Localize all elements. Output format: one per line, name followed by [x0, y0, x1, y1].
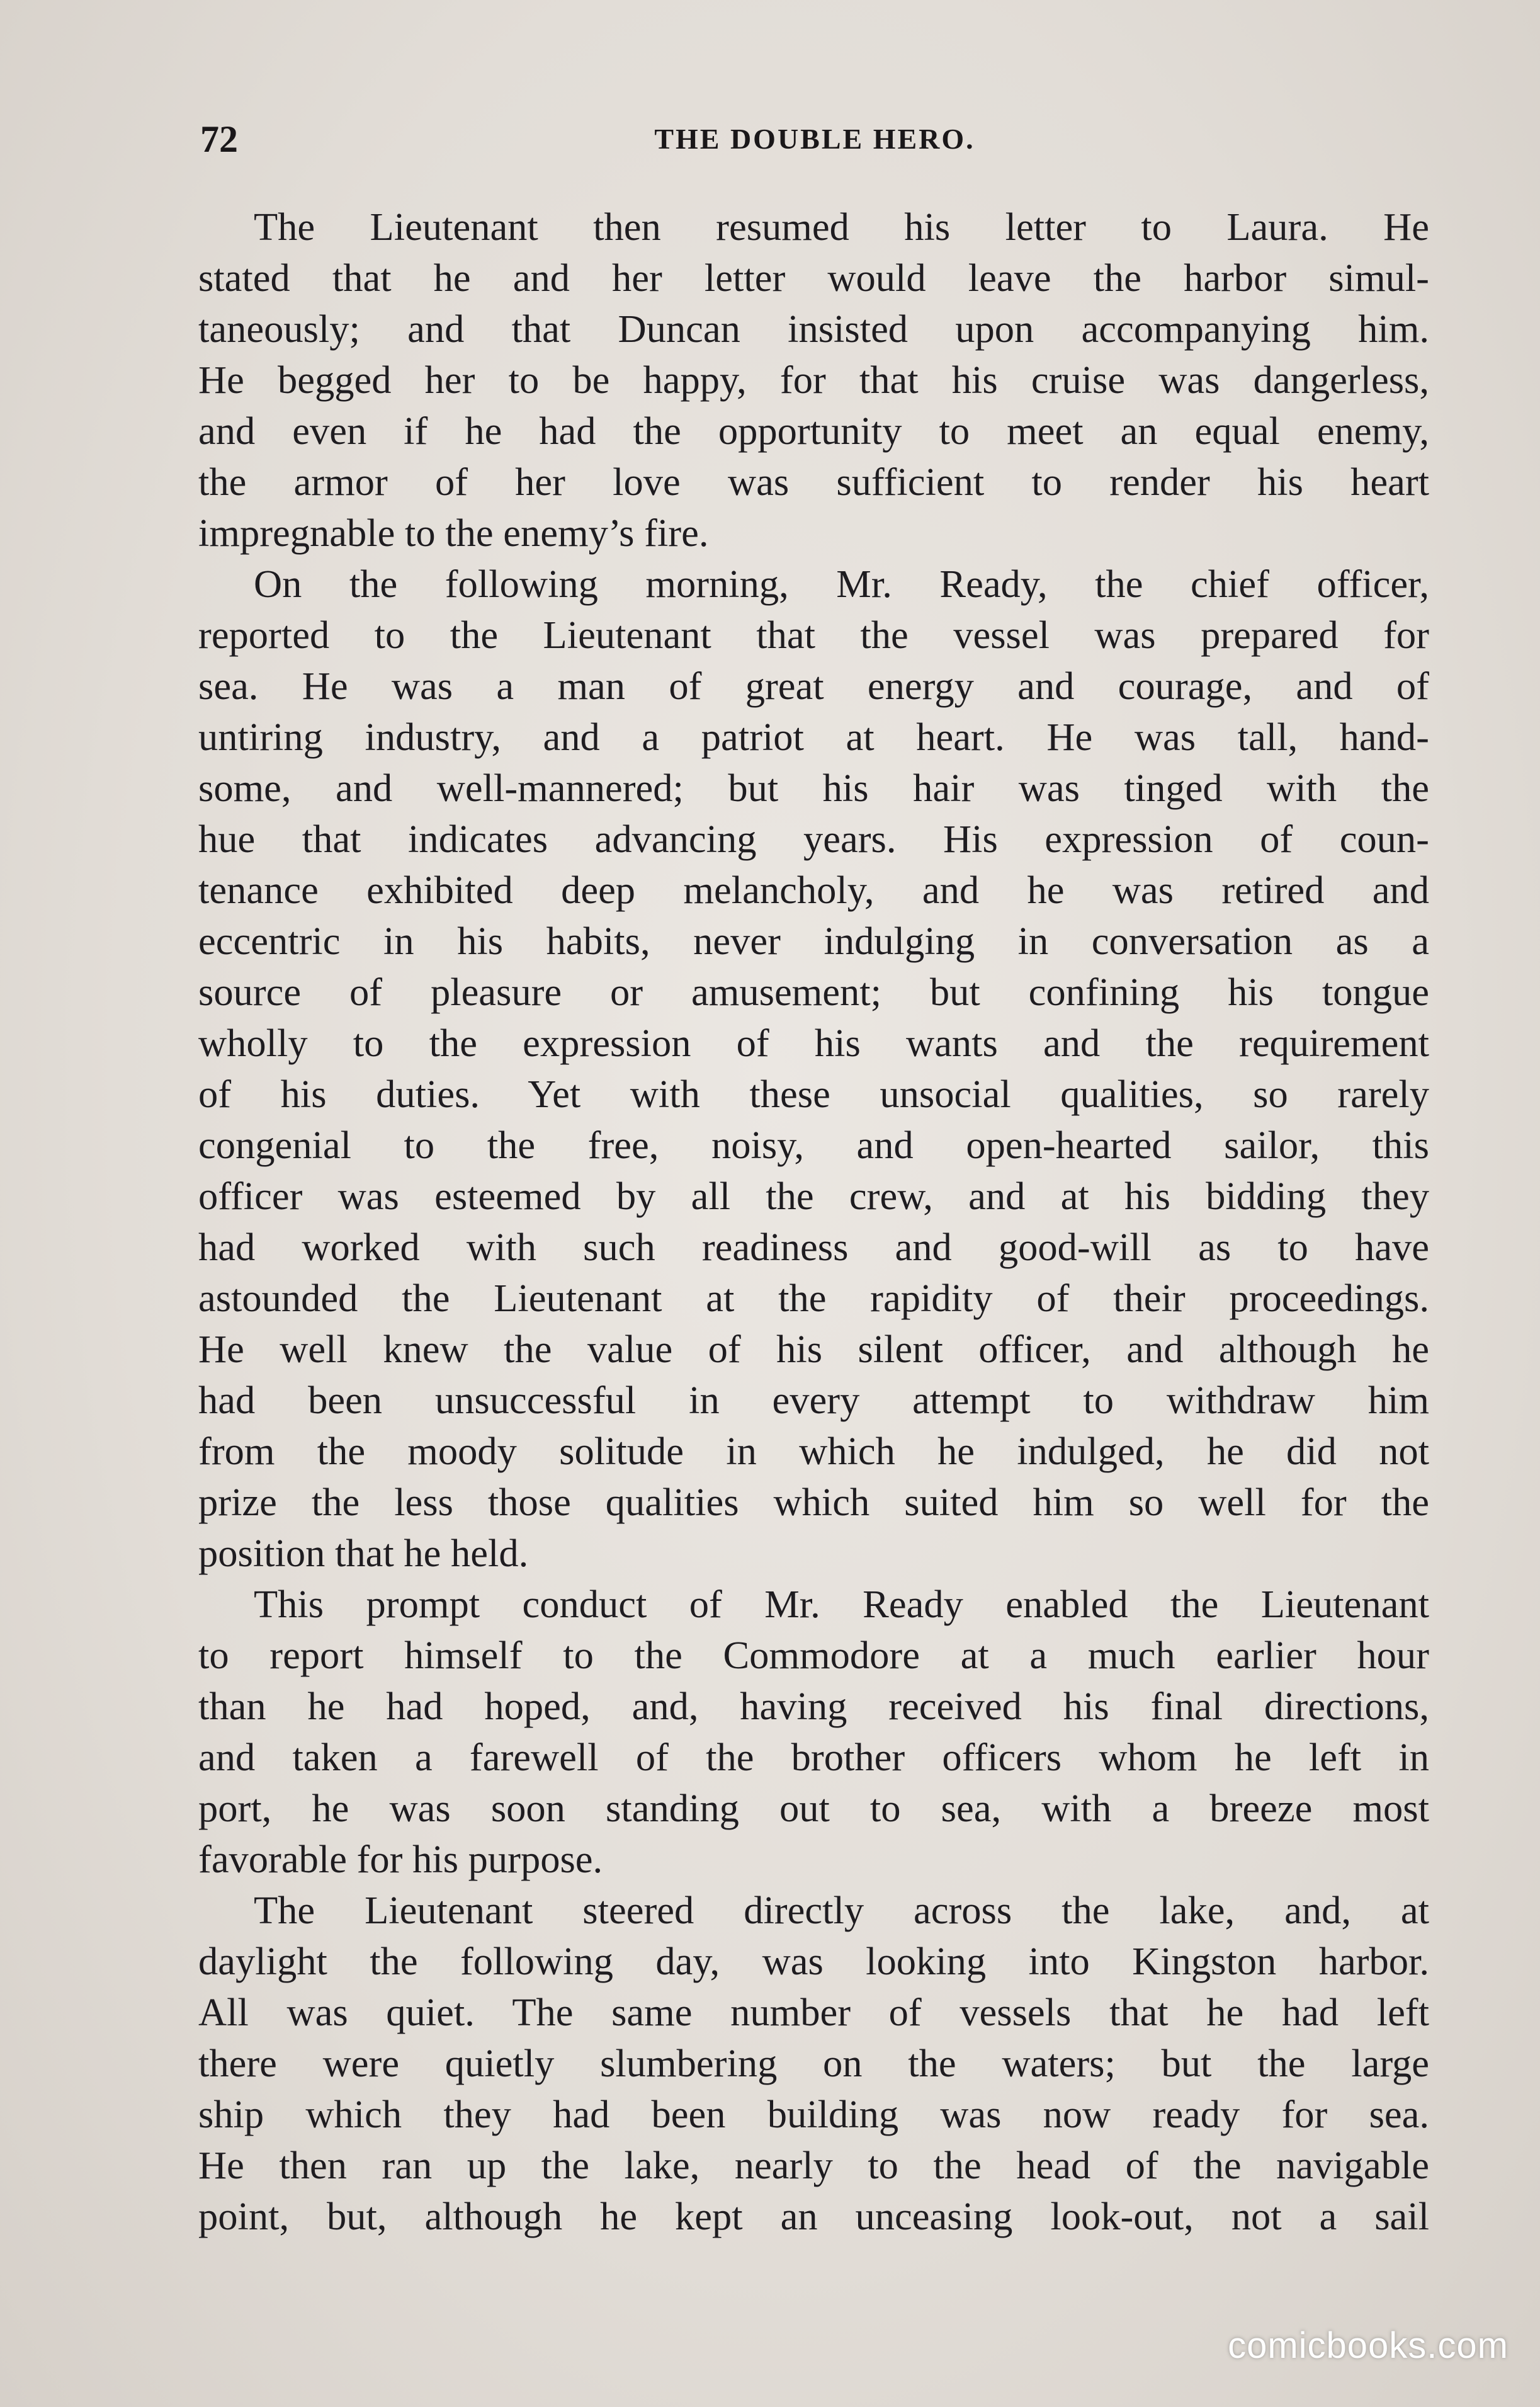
text-line: eccentric in his habits, never indulging in conversation as a: [198, 919, 1429, 963]
text-line: He well knew the value of his silent officer, and although he: [198, 1327, 1429, 1371]
watermark: comicbooks.com: [1228, 2325, 1509, 2366]
text-line: He begged her to be happy, for that his cruise was dangerless,: [198, 358, 1429, 402]
text-line: impregnable to the enemy’s fire.: [198, 511, 709, 555]
text-line: The Lieutenant then resumed his letter to Laura. He: [254, 205, 1429, 249]
text-line: from the moody solitude in which he indulged, he did not: [198, 1429, 1429, 1473]
text-line: source of pleasure or amusement; but confining his tongue: [198, 970, 1429, 1014]
text-line: had been unsuccessful in every attempt to withdraw him: [198, 1378, 1429, 1422]
text-line: The Lieutenant steered directly across the lake, and, at: [254, 1888, 1429, 1932]
text-line: congenial to the free, noisy, and open-hearted sailor, this: [198, 1123, 1429, 1167]
text-line: had worked with such readiness and good-will as to have: [198, 1225, 1429, 1269]
text-line: hue that indicates advancing years. His expression of coun-: [198, 817, 1429, 861]
running-head: [200, 111, 1429, 168]
paragraph: [198, 559, 1429, 1579]
text-line: untiring industry, and a patriot at heart. He was tall, hand-: [198, 715, 1429, 759]
text-line: ship which they had been building was now ready for sea.: [198, 2092, 1429, 2136]
paragraph: [198, 202, 1429, 559]
text-line: the armor of her love was sufficient to render his heart: [198, 460, 1429, 504]
text-line: tenance exhibited deep melancholy, and he was retired and: [198, 868, 1429, 912]
text-line: prize the less those qualities which suited him so well for the: [198, 1480, 1429, 1524]
text-line: stated that he and her letter would leave the harbor simul-: [198, 256, 1429, 300]
text-line: point, but, although he kept an unceasing look-out, not a sail: [198, 2194, 1429, 2238]
text-line: some, and well-mannered; but his hair was tinged with the: [198, 766, 1429, 810]
text-line: astounded the Lieutenant at the rapidity of their proceedings.: [198, 1276, 1429, 1320]
text-line: wholly to the expression of his wants and the requirement: [198, 1021, 1429, 1065]
text-line: All was quiet. The same number of vessels that he had left: [198, 1990, 1429, 2034]
text-line: taneously; and that Duncan insisted upon accompanying him.: [198, 307, 1429, 351]
text-line: and even if he had the opportunity to meet an equal enemy,: [198, 409, 1429, 453]
text-line: officer was esteemed by all the crew, and at his bidding they: [198, 1174, 1429, 1218]
text-line: of his duties. Yet with these unsocial qualities, so rarely: [198, 1072, 1429, 1116]
text-line: there were quietly slumbering on the waters; but the large: [198, 2041, 1429, 2085]
text-line: favorable for his purpose.: [198, 1837, 603, 1881]
text-line: He then ran up the lake, nearly to the head of the navigable: [198, 2143, 1429, 2187]
text-line: reported to the Lieutenant that the vessel was prepared for: [198, 613, 1429, 657]
running-title: THE DOUBLE HERO.: [654, 123, 975, 155]
page-number: 72: [200, 118, 238, 160]
paragraph: [198, 1885, 1429, 2242]
text-line: On the following morning, Mr. Ready, the chief officer,: [254, 562, 1429, 606]
paragraph: [198, 1579, 1429, 1885]
text-line: position that he held.: [198, 1531, 529, 1575]
text-line: than he had hoped, and, having received his final directions,: [198, 1684, 1429, 1728]
text-line: This prompt conduct of Mr. Ready enabled the Lieutenant: [254, 1582, 1429, 1626]
body-text: [198, 202, 1429, 2242]
text-line: and taken a farewell of the brother officers whom he left in: [198, 1735, 1429, 1779]
text-line: sea. He was a man of great energy and courage, and of: [198, 664, 1429, 708]
text-line: to report himself to the Commodore at a much earlier hour: [198, 1633, 1429, 1677]
text-line: port, he was soon standing out to sea, with a breeze most: [198, 1786, 1429, 1830]
text-line: daylight the following day, was looking into Kingston harbor.: [198, 1939, 1429, 1983]
